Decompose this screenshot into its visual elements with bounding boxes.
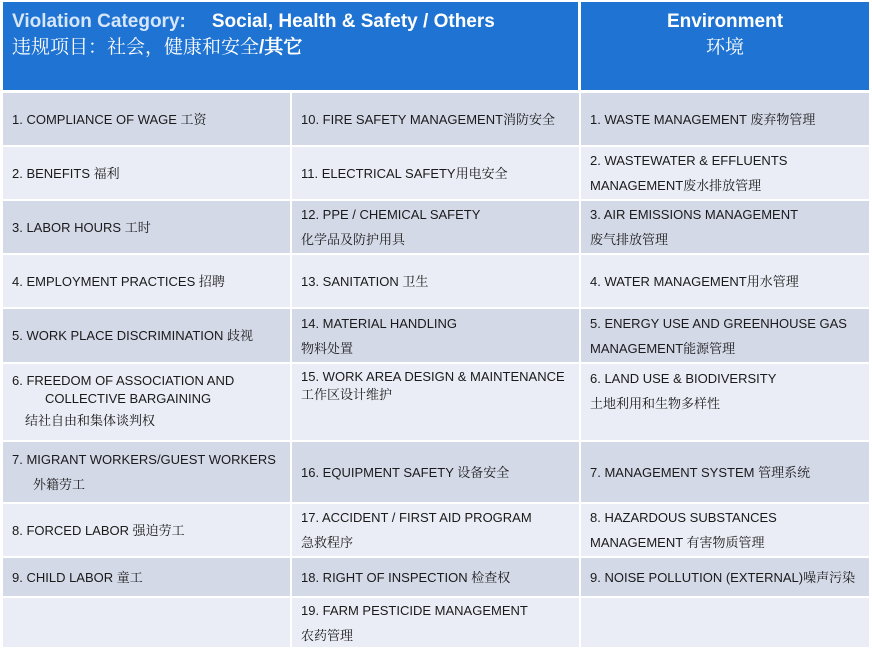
table-cell	[3, 93, 290, 145]
cell-text: 9. CHILD LABOR 童工	[12, 569, 143, 585]
cell-text: MANAGEMENT能源管理	[590, 340, 736, 356]
table-cell	[581, 364, 869, 440]
table-cell	[581, 558, 869, 596]
table-cell	[292, 255, 579, 307]
cell-text: MANAGEMENT废水排放管理	[590, 178, 762, 193]
table-cell	[3, 201, 290, 253]
cell-text: 1. COMPLIANCE OF WAGE 工资	[12, 111, 207, 127]
cell-text: 5. WORK PLACE DISCRIMINATION 歧视	[12, 328, 254, 343]
cell-text: 8. HAZARDOUS SUBSTANCES	[590, 510, 777, 525]
header-left-zh-bold: /其它	[259, 37, 303, 58]
cell-text: 8. FORCED LABOR 强迫劳工	[12, 522, 185, 538]
table-cell	[581, 504, 869, 556]
table-cell	[3, 598, 290, 647]
header-left-english	[12, 10, 578, 34]
cell-text: 3. AIR EMISSIONS MANAGEMENT	[590, 207, 799, 222]
cell-text: MANAGEMENT 有害物质管理	[590, 535, 765, 550]
cell-text: 7. MIGRANT WORKERS/GUEST WORKERS	[12, 452, 276, 467]
table-cell	[292, 309, 579, 362]
header-right-chinese: 环境	[705, 37, 744, 58]
table-cell	[581, 598, 869, 647]
cell-text: 12. PPE / CHEMICAL SAFETY	[301, 207, 481, 222]
header-left-zh-main: 违规项目：社会，健康和安全	[12, 37, 260, 58]
cell-text: 急救程序	[301, 535, 354, 550]
cell-text: 4. EMPLOYMENT PRACTICES 招聘	[12, 273, 225, 289]
cell-text: 10. FIRE SAFETY MANAGEMENT消防安全	[301, 111, 556, 127]
cell-text: 4. WATER MANAGEMENT用水管理	[590, 273, 799, 289]
cell-text: 3. LABOR HOURS 工时	[12, 219, 151, 235]
cell-text: 2. WASTEWATER & EFFLUENTS	[590, 153, 788, 168]
cell-text: COLLECTIVE BARGAINING	[45, 390, 212, 406]
cell-text: 1. WASTE MANAGEMENT 废弃物管理	[590, 111, 816, 127]
table-cell	[292, 147, 579, 199]
cell-text: 废气排放管理	[590, 232, 669, 247]
table-cell	[581, 93, 869, 145]
cell-text: 农药管理	[301, 627, 354, 643]
table-cell	[292, 93, 579, 145]
table-cell	[292, 558, 579, 596]
table-cell	[3, 309, 290, 362]
table-cell	[292, 201, 579, 253]
cell-text: 18. RIGHT OF INSPECTION 检查权	[301, 569, 511, 585]
cell-text: 7. MANAGEMENT SYSTEM 管理系统	[590, 464, 811, 480]
header-environment	[581, 2, 869, 90]
table-cell	[581, 309, 869, 362]
cell-text: 6. LAND USE & BIODIVERSITY	[590, 371, 777, 386]
cell-text: 16. EQUIPMENT SAFETY 设备安全	[301, 464, 510, 480]
cell-text: 11. ELECTRICAL SAFETY用电安全	[301, 165, 508, 181]
table-cell	[3, 364, 290, 440]
cell-text: 5. ENERGY USE AND GREENHOUSE GAS	[590, 315, 847, 331]
cell-text: 6. FREEDOM OF ASSOCIATION AND	[12, 372, 235, 388]
cell-text: 2. BENEFITS 福利	[12, 165, 120, 181]
cell-text: 13. SANITATION 卫生	[301, 273, 429, 289]
table-cell	[292, 598, 579, 647]
table-cell	[581, 147, 869, 199]
table-cell	[581, 442, 869, 502]
cell-text: 结社自由和集体谈判权	[25, 412, 156, 428]
table-cell	[292, 364, 579, 440]
cell-text: 17. ACCIDENT / FIRST AID PROGRAM	[301, 510, 532, 525]
header-right-english: Environment	[666, 11, 784, 32]
cell-text: 9. NOISE POLLUTION (EXTERNAL)噪声污染	[590, 569, 856, 585]
header-left-rest: Social, Health & Safety / Others	[211, 11, 495, 32]
table-cell	[3, 255, 290, 307]
table-cell	[3, 504, 290, 556]
table-cell	[3, 147, 290, 199]
table-cell	[292, 442, 579, 502]
cell-text: 外籍劳工	[33, 477, 86, 492]
header-left-chinese	[12, 36, 578, 60]
table-cell	[581, 255, 869, 307]
cell-text: 土地利用和生物多样性	[590, 396, 721, 411]
cell-text: 工作区设计维护	[301, 387, 393, 402]
header-social-health-safety	[3, 2, 578, 90]
cell-text: 14. MATERIAL HANDLING	[301, 315, 458, 331]
table-cell	[581, 201, 869, 253]
cell-text: 15. WORK AREA DESIGN & MAINTENANCE	[301, 369, 565, 384]
table-cell	[3, 442, 290, 502]
cell-text: 19. FARM PESTICIDE MANAGEMENT	[301, 602, 528, 618]
cell-text: 化学品及防护用具	[301, 232, 406, 247]
table-cell	[3, 558, 290, 596]
header-left-lead: Violation Category:	[12, 11, 186, 32]
cell-text: 物料处置	[301, 340, 354, 356]
table-cell	[292, 504, 579, 556]
